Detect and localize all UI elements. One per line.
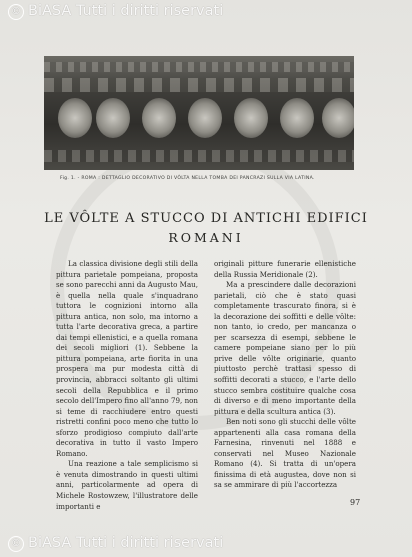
copyright-icon: © xyxy=(8,536,24,552)
article-title-line2: ROMANI xyxy=(168,230,244,245)
watermark-text: BiASA Tutti i diritti riservati xyxy=(28,3,224,19)
paragraph: La classica divisione degli stili della pittura parietale pompeiana, proposta se sono parecchi anni da Augusto Mau, è quella nella quale s'inquadrano tuttora le cognizioni intorno alla pittura antica, non solo, ma intorno a tutta l'arte decorativa greca, a partire dai tempi ellenistici, e a quella romana dei secoli migliori (1). Sebbene la pittura pompeiana, arte fiorita in una prospera ma pur modesta città di provincia, abbracci soltanto gli ultimi secoli della Repubblica e il primo secolo dell'Impero fino all'anno 79, non si teme di racchiudere entro questi ristretti confini poco meno che tutto lo sforzo prodigioso compiuto dall'arte decorativa in tutto il vasto Impero Romano. xyxy=(56,259,198,458)
figure-caption: Fig. 1. - ROMA : DETTAGLIO DECORATIVO DI VÔLTA NELLA TOMBA DEI PANCRAZI SULLA VIA LATINA. xyxy=(60,176,315,181)
text-column-right xyxy=(214,259,356,491)
article-title: LE VÔLTE A STUCCO DI ANTICHI EDIFICI xyxy=(44,211,368,226)
paragraph: Ben noti sono gli stucchi delle vôlte appartenenti alla casa romana della Farnesina, rinvenuti nel 1888 e conservati nel Museo Nazionale Romano (4). Si tratta di un'opera finissima di età augustea, dove non si sa se ammirare di più l'accortezza xyxy=(214,417,356,490)
paragraph: originali pitture funerarie ellenistiche della Russia Meridionale (2). xyxy=(214,259,356,279)
text-column-left xyxy=(56,259,198,512)
watermark-top xyxy=(8,3,223,20)
copyright-icon: © xyxy=(8,4,24,20)
paragraph: Una reazione a tale semplicismo si è venuta dimostrando in questi ultimi anni, particolarmente ad opera di Michele Rostowzew, l'illustratore delle importanti e xyxy=(56,459,198,511)
page-number: 97 xyxy=(350,498,361,507)
decorative-vault-photo xyxy=(44,56,354,170)
paragraph: Ma a prescindere dalle decorazioni parietali, ciò che è stato quasi completamente trascurato finora, si è la decorazione dei soffitti e delle vôlte: non tanto, io credo, per mancanza o per scarsezza di esempi, sebbene le camere pompeiane siano per lo più prive delle vôlte originarie, quanto piuttosto perchè trattasi spesso di soffitti decorati a stucco, e l'arte dello stucco sembra costituire qualche cosa di diverso e di meno importante della pittura e della scultura antica (3). xyxy=(214,280,356,416)
watermark-text: BiASA Tutti i diritti riservati xyxy=(28,535,224,551)
watermark-bottom xyxy=(8,535,223,552)
